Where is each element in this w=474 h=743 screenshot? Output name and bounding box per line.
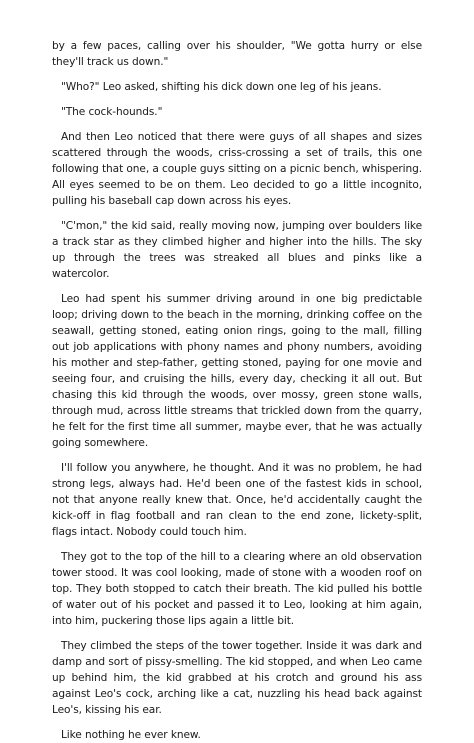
paragraph-9: They climbed the steps of the tower together. Inside it was dark and damp and sort of pissy-smelling. The kid stopped, and when Leo came up behind him, the kid grabbed at his crotch and ground his ass against Leo's cock, arching like a cat, nuzzling his head back against Leo's, kissing his ear. xyxy=(52,640,422,716)
paragraph-6: Leo had spent his summer driving around in one big predictable loop; driving down to the beach in the morning, drinking coffee on the seawall, getting stoned, eating onion rings, going to the mall, filling out job applications with phony names and phony numbers, avoiding his mother and step-father, getting stoned, paying for one movie and seeing four, and cruising the hills, every day, checking it all out. But chasing this kid through the woods, over mossy, green stone walls, through mud, across little streams that trickled down from the quarry, he felt for the first time all summer, maybe ever, that he was actually going somewhere. xyxy=(52,293,422,449)
paragraph-8: They got to the top of the hill to a clearing where an old observation tower stood. It was cool looking, made of stone with a wooden roof on top. They both stopped to catch their breath. The kid pulled his bottle of water out of his pocket and passed it to Leo, looking at him again, into him, puckering those lips again a little bit. xyxy=(52,551,422,627)
paragraph-10: Like nothing he ever knew. xyxy=(61,729,201,741)
paragraph-2: "Who?" Leo asked, shifting his dick down one leg of his jeans. xyxy=(61,81,382,93)
paragraph-4: And then Leo noticed that there were guys of all shapes and sizes scattered through the woods, criss-crossing a set of trails, this one following that one, a couple guys sitting on a picnic bench, whispering. All eyes seemed to be on them. Leo decided to go a little incognito, pulling his baseball cap down across his eyes. xyxy=(52,131,422,207)
paragraph-5: "C'mon," the kid said, really moving now, jumping over boulders like a track star as they climbed higher and higher into the hills. The sky up through the trees was streaked all blues and pinks like a watercolor. xyxy=(52,220,422,280)
paragraph-7: I'll follow you anywhere, he thought. And it was no problem, he had strong legs, always had. He'd been one of the fastest kids in school, not that anyone really knew that. Once, he'd accidentally caught the kick-off in flag football and ran clean to the end zone, lickety-split, flags intact. Nobody could touch him. xyxy=(52,462,422,538)
paragraph-3: "The cock-hounds." xyxy=(61,106,163,118)
paragraph-1: by a few paces, calling over his shoulder, "We gotta hurry or else they'll track us down." xyxy=(52,40,422,68)
